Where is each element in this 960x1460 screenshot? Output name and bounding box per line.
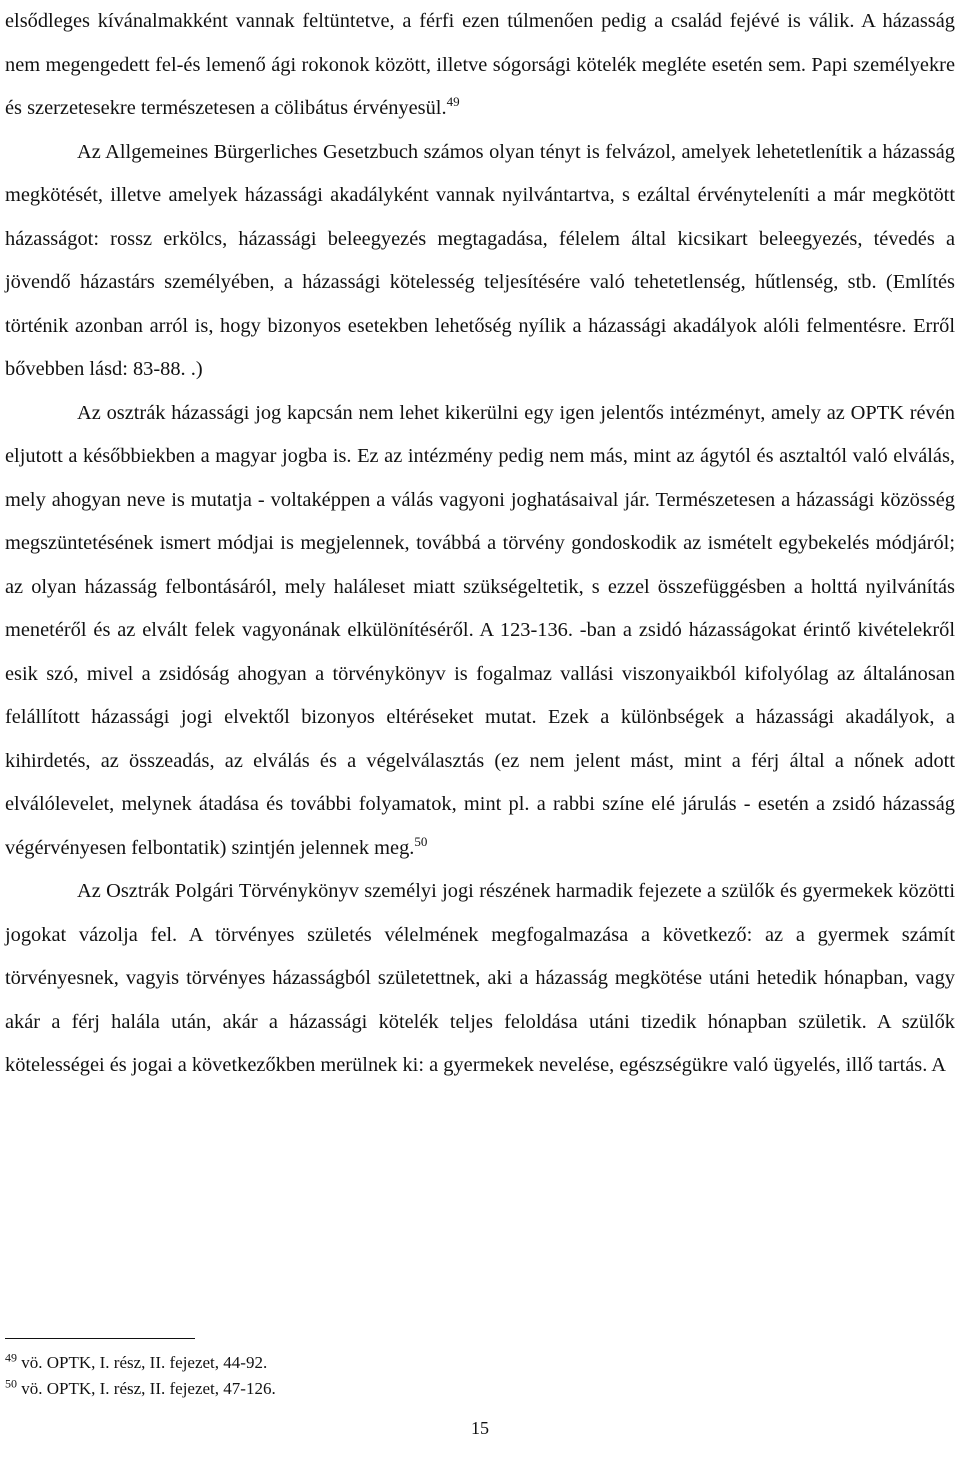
document-page bbox=[5, 0, 955, 1460]
footnote-ref-49: 49 bbox=[446, 94, 460, 110]
paragraph-text: Az Allgemeines Bürgerliches Gesetzbuch számos olyan tényt is felvázol, amelyek lehetetlenítik a házasság megkötését, illetve amelyek házassági akadályként vannak nyilvántartva, s ezáltal érvényteleníti a már megkötött házasságot: rossz erkölcs, házassági beleegyezés megtagadása, félelem által kicsikart beleegyezés, tévedés a jövendő házastárs személyében, a házassági kötelesség teljesítésére való tehetetlenség, hűtlenség, stb. (Említés történik azonban arról is, hogy bizonyos esetekben lehetőség nyílik a házassági akadályok alóli felmentésre. Erről bővebben lásd: 83-88. .) bbox=[5, 140, 955, 380]
footnote-separator bbox=[5, 1338, 195, 1339]
footnote-49 bbox=[5, 1350, 276, 1376]
paragraph-text: Az Osztrák Polgári Törvénykönyv személyi jogi részének harmadik fejezete a szülők és gyermekek közötti jogokat vázolja fel. A törvényes születés vélelmének megfogalmazása a következő: az a gyermek számít törvényesnek, vagyis törvényes házasságból születettnek, aki a házasság megkötése utáni hetedik hónapban, vagy akár a férj halála után, akár a házassági kötelék teljes feloldása utáni tizedik hónapban születik. A szülők kötelességei és jogai a következőkben merülnek ki: a gyermekek nevelése, egészségükre való ügyelés, illő tartás. A bbox=[5, 880, 955, 1076]
footnote-50 bbox=[5, 1376, 276, 1402]
paragraph-text: Az osztrák házassági jog kapcsán nem lehet kikerülni egy igen jelentős intézményt, amely az OPTK révén eljutott a későbbiekben a magyar jogba is. Ez az intézmény pedig nem más, mint az ágytól és asztaltól való elválás, mely ahogyan neve is mutatja - voltaképpen a válás vagyoni joghatásaival jár. Természetesen a házassági közösség megszüntetésének ismert módjai is megjelennek, továbbá a törvény gondoskodik az ismételt egybekelés módjáról; az olyan házasság felbontásáról, mely haláleset miatt szükségeltetik, s ezzel összefüggésben a holttá nyilvánítás menetéről és az elvált felek vagyonának elkülönítéséről. A 123-136. -ban a zsidó házasságokat érintő kivételekről esik szó, mivel a zsidóság ahogyan a törvénykönyv is fogalmaz vallási viszonyaikból kifolyólag az általánosan felállított házassági jogi elvektől bizonyos eltéréseket mutat. Ezek a különbségek a házassági akadályok, a kihirdetés, az összeadás, az elválás és a végelválasztás (ez nem jelent mást, mint a férj által a nőnek adott elválólevelet, melynek átadása és további folyamatok, mint pl. a rabbi színe elé járulás - esetén a zsidó házasság végérvényesen felbontatik) szintjén jelennek meg. bbox=[5, 401, 955, 859]
footnote-number: 50 bbox=[5, 1376, 17, 1391]
footnotes bbox=[5, 1350, 276, 1402]
body-text bbox=[5, 0, 955, 1088]
footnote-text: vö. OPTK, I. rész, II. fejezet, 47-126. bbox=[21, 1379, 276, 1398]
footnote-text: vö. OPTK, I. rész, II. fejezet, 44-92. bbox=[21, 1353, 268, 1372]
paragraph-text: elsődleges kívánalmakként vannak feltüntetve, a férfi ezen túlmenően pedig a család fejévé is válik. A házasság nem megengedett fel-és lemenő ági rokonok között, illetve sógorsági kötelék megléte esetén sem. Papi személyekre és szerzetesekre természetesen a cölibátus érvényesül. bbox=[5, 10, 955, 119]
page-number: 15 bbox=[471, 1418, 489, 1438]
paragraph-4 bbox=[5, 870, 955, 1088]
footnote-number: 49 bbox=[5, 1350, 17, 1365]
paragraph-3 bbox=[5, 392, 955, 871]
paragraph-2 bbox=[5, 131, 955, 392]
paragraph-1 bbox=[5, 0, 955, 131]
footnote-ref-50: 50 bbox=[414, 833, 428, 849]
